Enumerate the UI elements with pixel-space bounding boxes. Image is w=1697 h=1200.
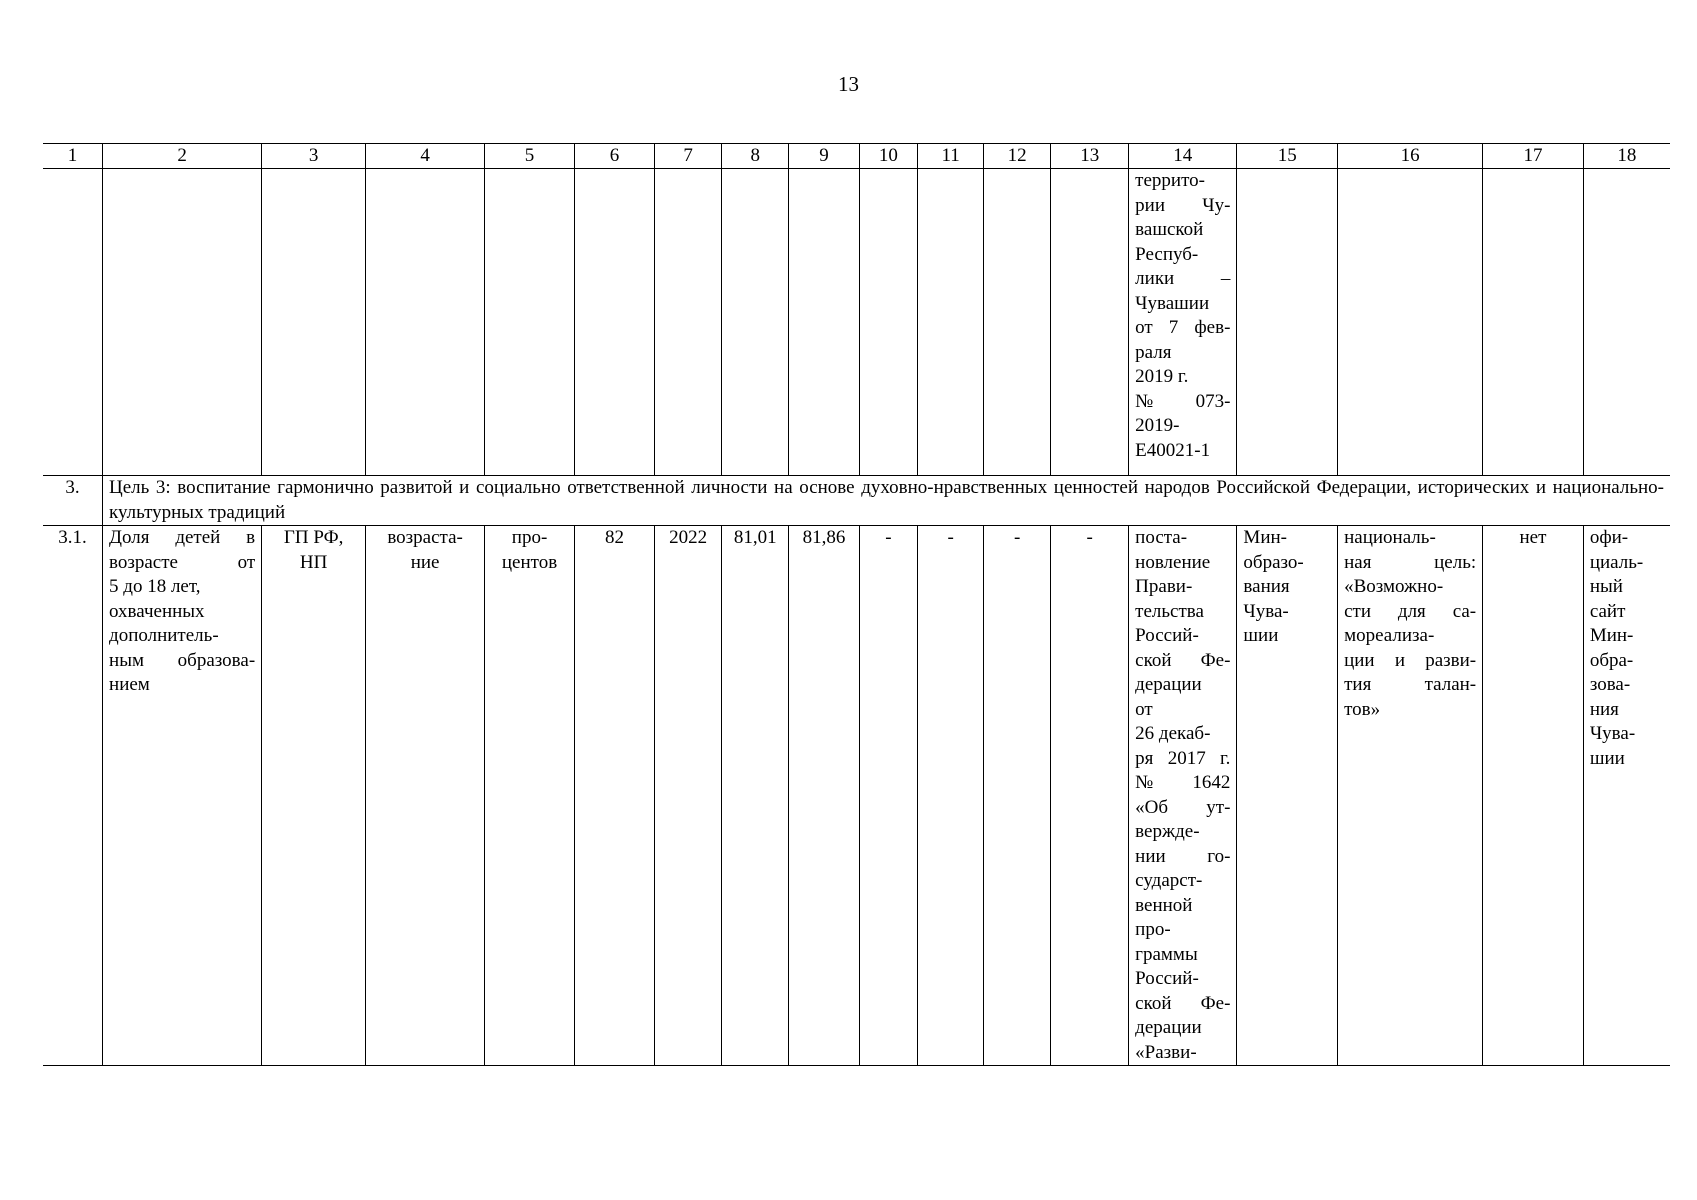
page-number: 13 [838, 72, 859, 96]
responsible-body [1237, 526, 1338, 1066]
cell-line: националь- [1344, 527, 1436, 548]
table-cell [366, 169, 485, 476]
indicator-unit [485, 526, 575, 1066]
continued-row [43, 169, 1670, 476]
indicator-table [43, 143, 1670, 1066]
cell-line: Чувашии [1135, 292, 1210, 314]
cell-line: № 1642 [1135, 772, 1231, 793]
cell-line: циаль- [1589, 551, 1644, 573]
cell-line: Чува- [1243, 600, 1289, 622]
table-cell [1483, 169, 1584, 476]
info-source [1583, 526, 1670, 1066]
cell-line: № 073- [1135, 390, 1231, 412]
column-header: 7 [655, 144, 722, 169]
cell-line: вашской [1135, 219, 1204, 240]
indicator-value: - [984, 526, 1051, 1066]
column-header: 4 [366, 144, 485, 169]
cell-line: 26 декаб- [1135, 723, 1211, 744]
cell-line: от 7 фев- [1135, 317, 1231, 338]
indicator-row [43, 526, 1670, 1066]
table-cell [722, 169, 789, 476]
cell-line: нием [109, 674, 150, 695]
column-header: 9 [789, 144, 859, 169]
goal-text: Цель 3: воспитание гармонично развитой и социально ответственной личности на основе духовно-нравственных ценностей народов Российской Федерации, исторических и национально-культурных традиций [103, 476, 1670, 526]
cell-line: рии Чу- [1135, 194, 1231, 216]
cell-line: центов [501, 551, 558, 573]
table-cell [984, 169, 1051, 476]
table-cell [262, 169, 366, 476]
indicator-name [103, 526, 262, 1066]
indicator-number: 3.1. [43, 526, 103, 1066]
column-header: 17 [1483, 144, 1584, 169]
column-header: 2 [103, 144, 262, 169]
cell-line: дерации [1135, 674, 1202, 695]
cell-line: раля [1135, 341, 1172, 363]
cell-line: дополнитель- [109, 625, 219, 646]
column-header: 8 [722, 144, 789, 169]
indicator-value: 81,01 [722, 526, 789, 1066]
cell-line: поста- [1135, 527, 1188, 548]
cell-line: возраста- [387, 527, 463, 548]
cell-line: образо- [1243, 551, 1304, 573]
cell-line: Россий- [1135, 625, 1199, 646]
cell-line: Е40021-1 [1135, 439, 1211, 461]
column-header: 6 [574, 144, 654, 169]
column-header: 5 [485, 144, 575, 169]
cell-line: вержде- [1135, 821, 1200, 842]
cell-line: сайт [1589, 600, 1626, 622]
indicator-level [262, 526, 366, 1066]
cell-line: ря 2017 г. [1135, 747, 1231, 769]
cell-line: 2019- [1135, 415, 1180, 436]
legal-basis-cell [1129, 169, 1237, 476]
cell-line: Мин- [1589, 625, 1634, 646]
cell-line: ГП РФ, [283, 527, 344, 548]
table-cell [1051, 169, 1129, 476]
cell-line: тельства [1135, 600, 1204, 622]
cell-line: 2019 г. [1135, 366, 1189, 387]
cell-line: офи- [1589, 527, 1629, 548]
cell-line: нии го- [1135, 845, 1231, 867]
indicator-base-year: 2022 [655, 526, 722, 1066]
cell-line: вания [1243, 576, 1290, 597]
cell-line: ции и разви- [1344, 649, 1477, 671]
column-header: 13 [1051, 144, 1129, 169]
column-header: 14 [1129, 144, 1237, 169]
cell-line: ный [1589, 576, 1623, 597]
cell-line: ная цель: [1344, 551, 1477, 573]
indicator-base-value: 82 [574, 526, 654, 1066]
cell-line: Доля детей в [109, 527, 256, 548]
cell-line: шии [1589, 747, 1625, 769]
cell-line: тов» [1344, 698, 1381, 720]
column-header: 1 [43, 144, 103, 169]
cell-line: Мин- [1243, 527, 1287, 548]
table-cell [103, 169, 262, 476]
table-cell [574, 169, 654, 476]
table-cell [485, 169, 575, 476]
gis-flag: нет [1483, 526, 1584, 1066]
cell-line: дерации [1135, 1017, 1202, 1038]
indicator-trend [366, 526, 485, 1066]
cell-line: ным образова- [109, 649, 256, 671]
column-header: 15 [1237, 144, 1338, 169]
cell-line: «Разви- [1135, 1041, 1197, 1063]
cell-line: Респуб- [1135, 243, 1199, 265]
indicator-value: - [859, 526, 917, 1066]
table-cell [1237, 169, 1338, 476]
cell-line: сударст- [1135, 870, 1203, 891]
table-cell [43, 169, 103, 476]
cell-line: ской Фе- [1135, 992, 1231, 1014]
cell-line: новление [1135, 551, 1211, 573]
indicator-value: - [918, 526, 984, 1066]
cell-line: «Возможно- [1344, 576, 1444, 597]
goal-row [43, 476, 1670, 526]
table-cell [859, 169, 917, 476]
cell-line: тия талан- [1344, 674, 1477, 695]
legal-basis-cell [1129, 526, 1237, 1066]
cell-line: мореализа- [1344, 625, 1435, 646]
cell-line: про- [1135, 919, 1171, 940]
cell-line: ние [410, 551, 440, 573]
cell-line: про- [511, 527, 548, 548]
cell-line: охваченных [109, 600, 205, 622]
cell-line: НП [299, 551, 328, 573]
indicator-value: - [1051, 526, 1129, 1066]
goal-number: 3. [43, 476, 103, 526]
cell-line: обра- [1589, 649, 1634, 671]
cell-line: «Об ут- [1135, 796, 1231, 818]
cell-line: ской Фе- [1135, 649, 1231, 671]
cell-line: Чува- [1589, 723, 1636, 744]
table-cell [655, 169, 722, 476]
cell-line: зова- [1589, 674, 1631, 695]
column-header: 16 [1338, 144, 1483, 169]
cell-line: возрасте от [109, 551, 256, 573]
column-header: 3 [262, 144, 366, 169]
cell-line: сти для са- [1344, 600, 1477, 622]
table-cell [1583, 169, 1670, 476]
cell-line: Прави- [1135, 576, 1193, 597]
column-number-row [43, 144, 1670, 169]
cell-line: ния [1589, 698, 1619, 720]
table-cell [1338, 169, 1483, 476]
cell-line: Россий- [1135, 968, 1199, 989]
indicator-value: 81,86 [789, 526, 859, 1066]
column-header: 12 [984, 144, 1051, 169]
cell-line: 5 до 18 лет, [109, 576, 201, 597]
cell-line: шии [1243, 625, 1279, 646]
column-header: 11 [918, 144, 984, 169]
cell-line: от [1135, 698, 1153, 720]
national-goal-link [1338, 526, 1483, 1066]
column-header: 10 [859, 144, 917, 169]
cell-line: лики – [1135, 268, 1231, 289]
cell-line: террито- [1135, 170, 1205, 191]
table-cell [789, 169, 859, 476]
cell-line: граммы [1135, 943, 1198, 965]
cell-line: венной [1135, 894, 1193, 916]
column-header: 18 [1583, 144, 1670, 169]
table-cell [918, 169, 984, 476]
